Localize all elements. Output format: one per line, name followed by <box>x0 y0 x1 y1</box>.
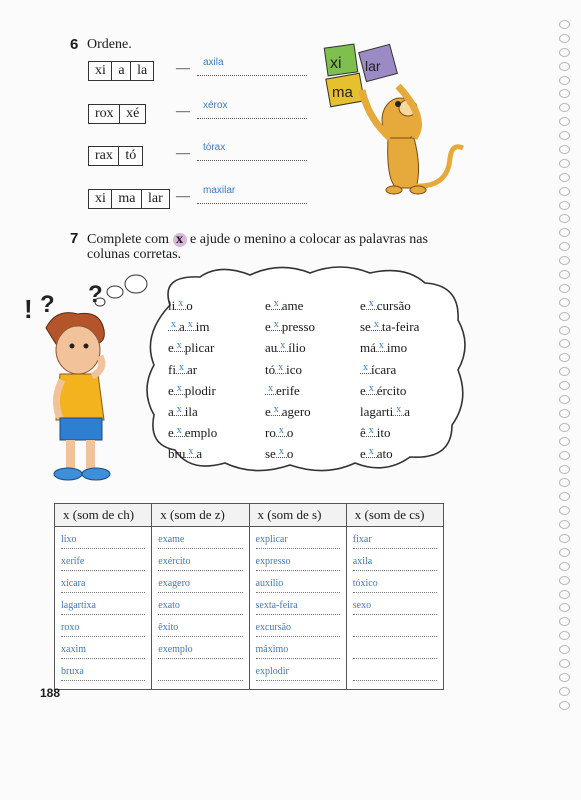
table-cell[interactable]: exemplo <box>158 637 242 659</box>
table-cell[interactable]: exército <box>158 549 242 571</box>
exercise-7-instruction-line2: colunas corretas. <box>87 247 182 262</box>
table-header-row <box>55 504 444 527</box>
exercise-7-instruction <box>87 232 457 248</box>
filled-x[interactable]: x <box>366 446 377 458</box>
instruction-part-1: Complete com <box>87 232 170 247</box>
cloud-word: e $^x$ plodir <box>168 382 216 398</box>
filled-x[interactable]: x <box>277 340 288 352</box>
table-column-ch <box>55 527 152 690</box>
instruction-part-2: e ajude o menino a colocar as palavras nas <box>190 232 428 247</box>
filled-x[interactable]: x <box>265 383 276 395</box>
filled-x[interactable]: x <box>376 340 387 352</box>
table-cell[interactable]: sexo <box>353 593 437 615</box>
syllable-tile: a <box>111 61 131 81</box>
table-cell[interactable] <box>353 615 437 637</box>
cloud-word: se $^x$ o <box>265 446 294 462</box>
sign-ma <box>326 73 364 106</box>
table-cell[interactable]: sexta-feira <box>256 593 340 615</box>
filled-x[interactable]: x <box>185 446 196 458</box>
table-cell[interactable]: xaxim <box>61 637 145 659</box>
filled-x[interactable]: x <box>271 298 282 310</box>
filled-x[interactable]: x <box>393 404 404 416</box>
cloud-word: e $^x$ cursão <box>360 298 411 313</box>
table-cell[interactable]: exato <box>158 593 242 615</box>
cloud-word: se $^x$ ta-feira <box>360 319 420 335</box>
filled-x[interactable]: x <box>360 362 371 374</box>
syllable-tile: tó <box>118 146 143 166</box>
cloud-word: e $^x$ ército <box>360 382 407 398</box>
cloud-word: e $^x$ agero <box>265 403 311 419</box>
syllable-tile: ma <box>111 189 142 209</box>
table-cell[interactable]: roxo <box>61 615 145 637</box>
sign-text: xi <box>330 55 342 72</box>
table-cell[interactable]: bruxa <box>61 659 145 681</box>
question-mark-icon: ? <box>88 281 103 308</box>
column-header: x (som de ch) <box>55 504 152 527</box>
filled-x[interactable]: x <box>276 425 287 437</box>
answer-text: axila <box>203 57 224 68</box>
filled-x[interactable]: x <box>371 319 382 331</box>
filled-x[interactable]: x <box>174 383 185 395</box>
table-cell[interactable]: explicar <box>256 527 340 549</box>
syllable-tile: rox <box>88 104 121 124</box>
table-cell[interactable]: axila <box>353 549 437 571</box>
cloud-word: fi $^x$ ar <box>168 361 198 377</box>
cloud-column-3 <box>360 293 419 463</box>
syllable-tile: xi <box>88 61 113 81</box>
table-cell[interactable] <box>353 659 437 681</box>
cloud-word: bru $^x$ a <box>168 446 203 462</box>
column-header: x (som de s) <box>249 504 346 527</box>
table-body-row <box>55 527 444 690</box>
filled-x[interactable]: x <box>275 362 286 374</box>
cloud-word: $^x$ a $^x$ im <box>168 314 217 335</box>
syllable-tile: xi <box>88 189 113 209</box>
filled-x[interactable]: x <box>168 319 179 331</box>
table-cell[interactable]: auxílio <box>256 571 340 593</box>
dash: — <box>176 104 190 119</box>
filled-x[interactable]: x <box>174 425 185 437</box>
filled-x[interactable]: x <box>176 362 187 374</box>
tile-row-1 <box>88 61 153 81</box>
filled-x[interactable]: x <box>185 319 196 331</box>
exercise-6-title: Ordene. <box>87 37 132 52</box>
table-cell[interactable]: expresso <box>256 549 340 571</box>
cloud-word: ê $^x$ ito <box>360 425 391 441</box>
column-header: x (som de cs) <box>346 504 443 527</box>
filled-x[interactable]: x <box>174 404 185 416</box>
cloud-word: a $^x$ ila <box>168 403 198 419</box>
filled-x[interactable]: x <box>366 425 377 437</box>
spiral-binding <box>559 20 573 710</box>
answer-text: xérox <box>203 100 228 111</box>
table-column-z <box>152 527 249 690</box>
table-cell[interactable]: xerife <box>61 549 145 571</box>
table-cell[interactable]: exame <box>158 527 242 549</box>
syllable-tile: lar <box>141 189 170 209</box>
table-cell[interactable]: explodir <box>256 659 340 681</box>
sign-lar <box>359 44 398 81</box>
sign-text: lar <box>365 58 381 74</box>
syllable-tile: xé <box>119 104 146 124</box>
cloud-word: lagarti $^x$ a <box>360 403 410 419</box>
cloud-word: e $^x$ emplo <box>168 425 218 441</box>
table-column-cs <box>346 527 443 690</box>
cloud-word: li $^x$ o <box>168 298 193 313</box>
answer-text: tórax <box>203 142 226 153</box>
x-letter-badge: x <box>173 233 187 247</box>
answer-field-1[interactable] <box>197 57 307 76</box>
cloud-word: e $^x$ ame <box>265 298 304 313</box>
cloud-word: e $^x$ ato <box>360 446 393 462</box>
boy-illustration <box>16 280 136 490</box>
table-cell[interactable]: excursão <box>256 615 340 637</box>
dash: — <box>176 189 190 204</box>
column-header: x (som de z) <box>152 504 249 527</box>
answer-field-2[interactable] <box>197 100 307 119</box>
filled-x[interactable]: x <box>366 383 377 395</box>
cloud-word: e $^x$ plicar <box>168 340 215 356</box>
table-cell[interactable] <box>158 659 242 681</box>
tile-row-4 <box>88 189 168 209</box>
filled-x[interactable]: x <box>271 319 282 331</box>
table-cell[interactable]: tóxico <box>353 571 437 593</box>
dash: — <box>176 61 190 76</box>
sign-xi <box>324 44 358 76</box>
syllable-tile: la <box>130 61 154 81</box>
table-column-s <box>249 527 346 690</box>
cloud-word: tó $^x$ ico <box>265 361 303 377</box>
cloud-column-1 <box>168 293 217 463</box>
cloud-word: $^x$ ícara <box>360 357 419 378</box>
filled-x[interactable]: x <box>366 298 377 310</box>
dash: — <box>176 146 190 161</box>
table-cell[interactable]: exagero <box>158 571 242 593</box>
exclamation-icon: ! <box>24 294 33 324</box>
syllable-tile: rax <box>88 146 120 166</box>
answer-field-4[interactable] <box>197 185 307 204</box>
question-mark-icon: ? <box>40 291 55 318</box>
filled-x[interactable]: x <box>271 404 282 416</box>
table-cell[interactable]: lixo <box>61 527 145 549</box>
exercise-6-number: 6 <box>70 36 79 53</box>
page-number: 188 <box>40 686 61 700</box>
table-cell[interactable]: fixar <box>353 527 437 549</box>
cloud-column-2 <box>265 293 315 463</box>
exercise-7-number: 7 <box>70 230 79 247</box>
tile-row-3 <box>88 146 142 166</box>
answer-field-3[interactable] <box>197 142 307 161</box>
sign-text: ma <box>332 84 353 101</box>
table-cell[interactable]: êxito <box>158 615 242 637</box>
cloud-word: ro $^x$ o <box>265 425 294 441</box>
table-cell[interactable]: máximo <box>256 637 340 659</box>
cloud-word: e $^x$ presso <box>265 319 315 335</box>
cloud-word: má $^x$ imo <box>360 340 408 356</box>
table-cell[interactable]: lagartixa <box>61 593 145 615</box>
table-cell[interactable] <box>353 637 437 659</box>
table-cell[interactable]: xícara <box>61 571 145 593</box>
answer-text: maxilar <box>203 185 236 196</box>
monkey-illustration <box>318 38 468 208</box>
classification-table <box>54 503 444 690</box>
tile-row-2 <box>88 104 145 124</box>
cloud-word: au $^x$ ílio <box>265 340 306 356</box>
filled-x[interactable]: x <box>276 446 287 458</box>
filled-x[interactable]: x <box>174 340 185 352</box>
filled-x[interactable]: x <box>175 298 186 310</box>
cloud-word: $^x$ erife <box>265 378 315 399</box>
